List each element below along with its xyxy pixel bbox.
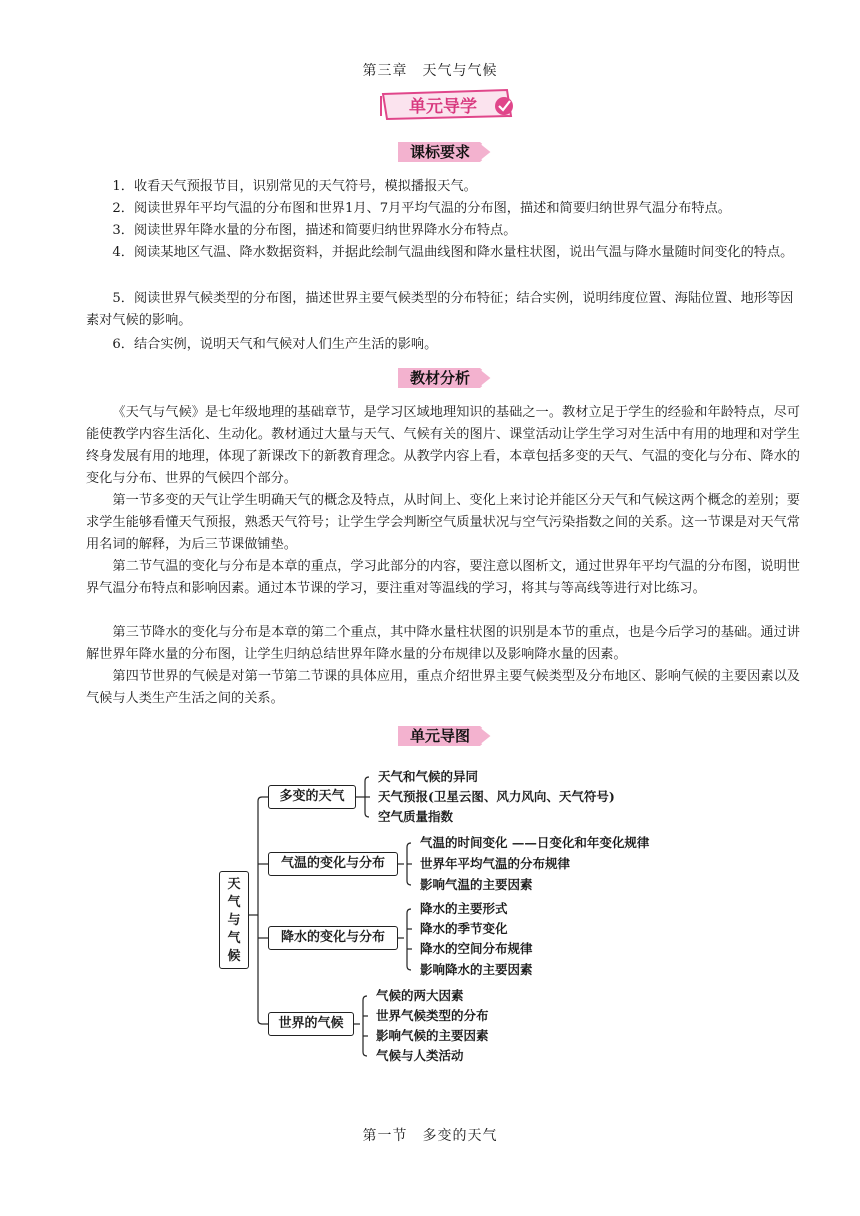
concept-leaf: 气候与人类活动 (376, 1048, 464, 1063)
concept-leaf: 气温的时间变化 ——日变化和年变化规律 (420, 835, 650, 850)
concept-leaf: 降水的空间分布规律 (420, 941, 533, 956)
analysis-paragraph: 第一节多变的天气让学生明确天气的概念及特点，从时间上、变化上来讨论并能区分天气和气候这两个概念的差别；要求学生能够看懂天气预报，熟悉天气符号；让学生学会判断空气质量状况与空气污染指数之间的关系。这一节课是对天气常用名词的解释，为后三节课做铺垫。 (86, 493, 800, 552)
analysis-paragraph: 《天气与气候》是七年级地理的基础章节，是学习区域地理知识的基础之一。教材立足于学生的经验和年龄特点，尽可能使教学内容生活化、生动化。教材通过大量与天气、气候有关的图片、课堂活动让学生学习对生活中有用的地理和对学生终身发展有用的地理，体现了新课改下的新教育理念。从教学内容上看，本章包括多变的天气、气温的变化与分布、降水的变化与分布、世界的气候四个部分。 (86, 405, 800, 486)
concept-map-badge-label: 单元导图 (409, 727, 470, 745)
requirement-item: 6．结合实例，说明天气和气候对人们生产生活的影响。 (112, 337, 438, 352)
concept-leaf: 影响降水的主要因素 (420, 962, 533, 977)
concept-leaf: 世界气候类型的分布 (376, 1008, 489, 1023)
requirement-item: 5．阅读世界气候类型的分布图，描述世界主要气候类型的分布特征；结合实例，说明纬度位置、海陆位置、地形等因素对气候的影响。 (86, 291, 794, 328)
requirements-badge-label: 课标要求 (409, 143, 470, 161)
analysis-badge-label: 教材分析 (409, 369, 470, 387)
concept-leaf: 影响气温的主要因素 (420, 877, 533, 892)
concept-branch: 世界的气候 (268, 1012, 354, 1036)
analysis-paragraph: 第二节气温的变化与分布是本章的重点，学习此部分的内容，要注意以图析文，通过世界年平均气温的分布图，说明世界气温分布特点和影响因素。通过本节课的学习，要注重对等温线的学习，将其与等高线等进行对比练习。 (86, 559, 800, 596)
concept-leaf: 气候的两大因素 (376, 988, 464, 1003)
concept-leaf: 空气质量指数 (378, 809, 454, 824)
concept-branch: 多变的天气 (268, 785, 356, 809)
requirement-item: 2．阅读世界年平均气温的分布图和世界1月、7月平均气温的分布图，描述和简要归纳世界气温分布特点。 (112, 201, 731, 216)
chapter-title: 第三章 天气与气候 (362, 63, 498, 79)
analysis-paragraph: 第三节降水的变化与分布是本章的第二个重点，其中降水量柱状图的识别是本节的重点，也是今后学习的基础。通过讲解世界年降水量的分布图，让学生归纳总结世界年降水量的分布规律以及影响降水量的因素。 (86, 625, 800, 662)
concept-map-root: 天气与气候 (219, 871, 249, 969)
unit-banner-text: 单元导学 (409, 97, 477, 117)
requirement-item: 4．阅读某地区气温、降水数据资料，并据此绘制气温曲线图和降水量柱状图，说出气温与降水量随时间变化的特点。 (112, 245, 794, 260)
concept-leaf: 天气和气候的异同 (378, 769, 479, 784)
concept-leaf: 世界年平均气温的分布规律 (420, 856, 571, 871)
requirement-item: 1．收看天气预报节目，识别常见的天气符号，模拟播报天气。 (112, 179, 477, 194)
analysis-paragraph: 第四节世界的气候是对第一节第二节课的具体应用，重点介绍世界主要气候类型及分布地区、影响气候的主要因素以及气候与人类生产生活之间的关系。 (86, 669, 800, 706)
concept-leaf: 降水的主要形式 (420, 901, 508, 916)
requirement-item: 3．阅读世界年降水量的分布图，描述和简要归纳世界降水分布特点。 (112, 223, 517, 238)
concept-leaf: 降水的季节变化 (420, 921, 508, 936)
concept-leaf: 影响气候的主要因素 (376, 1028, 489, 1043)
concept-branch: 降水的变化与分布 (268, 926, 398, 950)
next-section-title: 第一节 多变的天气 (362, 1128, 498, 1144)
concept-branch: 气温的变化与分布 (268, 852, 398, 876)
concept-leaf: 天气预报(卫星云图、风力风向、天气符号) (378, 789, 615, 804)
